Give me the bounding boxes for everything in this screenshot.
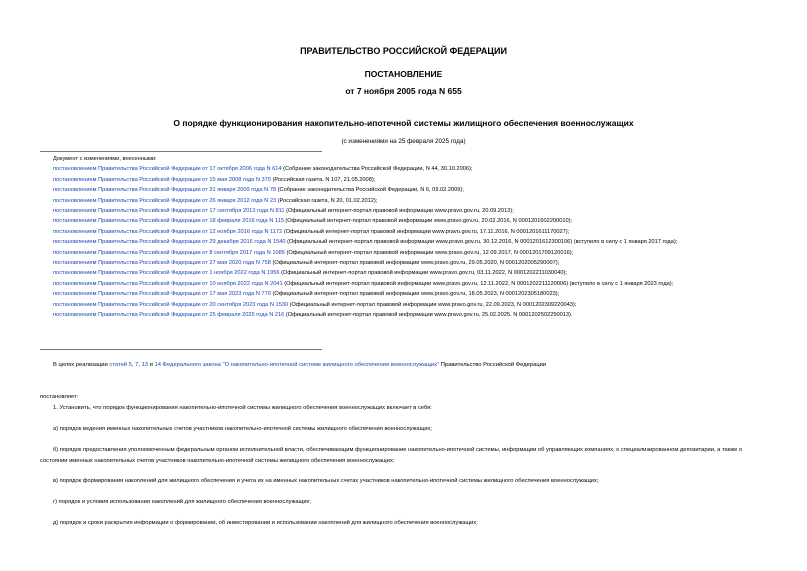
change-source: (Официальный интернет-портал правовой информации www.pravo.gov.ru, 30.12.2016, N 0001201612300106) (вступило в силу с 1 января 2017 года);	[285, 239, 678, 246]
change-link[interactable]: постановлением Правительства Российской Федерации от 17 сентября 2013 года N 811	[53, 208, 285, 215]
change-source: (Официальный интернет-портал правовой информации www.pravo.gov.ru, 25.02.2025, N 0001202502250013).	[284, 312, 573, 319]
change-link[interactable]: постановлением Правительства Российской Федерации от 15 мая 2008 года N 370	[53, 176, 271, 183]
change-source: (Официальный интернет-портал правовой информации www.pravo.gov.ru, 03.11.2022, N 0001202211030040);	[279, 270, 567, 277]
paragraph-b: б) порядок предоставления уполномоченным федеральным органом исполнительной власти, обеспечивающим функционирование накопительно-ипотечной системы, информации об управляющих компаниях, о специализированном депозитарии, а также о состоянии именных накопительных счетов участников накопительно-ипотечной системы жилищного обеспечения военнослужащих;	[40, 447, 743, 464]
paragraph-v: в) порядок формирования накоплений для жилищного обеспечения и учета их на именных накопительных счетах участников накопительно-ипотечной системы жилищного обеспечения военнослужащих;	[53, 478, 599, 484]
change-source: (Собрание законодательства Российской Федерации, N 44, 30.10.2006);	[281, 166, 473, 173]
law-article-link[interactable]: 13	[141, 362, 149, 368]
change-item	[40, 268, 770, 278]
change-source: (Официальный интернет-портал правовой информации www.pravo.gov.ru, 18.05.2023, N 0001202305180023);	[270, 291, 560, 298]
paragraph-a: а) порядок ведения именных накопительных счетов участников накопительно-ипотечной системы жилищного обеспечения военнослужащих;	[53, 426, 433, 432]
paragraph-g: г) порядок и условия использования накоплений для жилищного обеспечения военнослужащих;	[53, 499, 312, 505]
change-source: (Официальный интернет-портал правовой информации www.pravo.gov.ru, 17.11.2016, N 0001201611170027);	[282, 228, 570, 235]
change-source: (Российская газета, N 20, 01.02.2012);	[276, 197, 378, 204]
change-source: (Официальный интернет-портал правовой информации www.pravo.gov.ru, 20.09.2013);	[284, 208, 514, 215]
change-link[interactable]: постановлением Правительства Российской Федерации от 17 октября 2006 года N 614	[53, 166, 282, 173]
government-heading: ПРАВИТЕЛЬСТВО РОССИЙСКОЙ ФЕДЕРАЦИИ	[300, 46, 507, 56]
change-link[interactable]: постановлением Правительства Российской Федерации от 25 февраля 2025 года N 216	[53, 312, 285, 319]
top-divider	[40, 151, 322, 152]
change-link[interactable]: постановлением Правительства Российской Федерации от 8 сентября 2017 года N 1085	[53, 249, 285, 256]
document-date: от 7 ноября 2005 года N 655	[345, 86, 462, 96]
change-link[interactable]: постановлением Правительства Российской Федерации от 18 февраля 2016 года N 115	[53, 218, 284, 225]
federal-law-link[interactable]: 14 Федерального закона "О накопительно-ипотечной системе жилищного обеспечения военнослужащих"	[154, 362, 440, 368]
change-link[interactable]: постановлением Правительства Российской Федерации от 27 мая 2020 года N 758	[53, 260, 271, 267]
change-item	[40, 196, 770, 206]
change-link[interactable]: постановлением Правительства Российской Федерации от 29 декабря 2016 года N 1540	[53, 239, 286, 246]
decree-word: постановляет:	[40, 394, 79, 400]
change-source: (Официальный интернет-портал правовой информации www.pravo.gov.ru, 20.02.2016, N 0001201602200010);	[283, 218, 573, 225]
change-source: (Официальный интернет-портал правовой информации www.pravo.gov.ru, 12.11.2022, N 0001202211120006) (вступило в силу с 1 января 2023 года);	[282, 280, 674, 287]
preamble: В целях реализации статей 5, 7, 13 и 14 Федерального закона "О накопительно-ипотечной системе жилищного обеспечения военнослужащих" Правительство Российской Федерации	[53, 362, 547, 368]
change-item	[40, 206, 770, 216]
bottom-divider	[40, 349, 322, 350]
change-source: (Официальный интернет-портал правовой информации www.pravo.gov.ru, 29.05.2020, N 0001202005290007);	[270, 260, 560, 267]
change-item	[40, 248, 770, 258]
change-link[interactable]: постановлением Правительства Российской Федерации от 20 сентября 2023 года N 1530	[53, 301, 289, 308]
change-item	[40, 289, 770, 299]
change-link[interactable]: постановлением Правительства Российской Федерации от 26 января 2012 года N 23	[53, 197, 277, 204]
changes-block	[40, 154, 770, 321]
change-item	[40, 300, 770, 310]
law-article-link[interactable]: статей 5	[109, 362, 132, 368]
change-item	[40, 279, 770, 289]
change-link[interactable]: постановлением Правительства Российской Федерации от 12 ноября 2016 года N 1172	[53, 228, 283, 235]
change-link[interactable]: постановлением Правительства Российской Федерации от 1 ноября 2022 года N 1956	[53, 270, 280, 277]
change-link[interactable]: постановлением Правительства Российской Федерации от 10 ноября 2022 года N 2041	[53, 280, 283, 287]
change-source: (Российская газета, N 107, 21.05.2008);	[270, 176, 376, 183]
change-item	[40, 175, 770, 185]
law-article-link[interactable]: 7	[135, 362, 139, 368]
change-item	[40, 237, 770, 247]
paragraph-1: 1. Установить, что порядок функционирования накопительно-ипотечной системы жилищного обеспечения военнослужащих включает в себя:	[53, 405, 432, 411]
change-source: (Официальный интернет-портал правовой информации www.pravo.gov.ru, 12.09.2017, N 0001201709120016);	[284, 249, 574, 256]
paragraph-d: д) порядок и сроки раскрытия информации о формировании, об инвестировании и использовании накоплений для жилищного обеспечения военнослужащих;	[53, 520, 478, 526]
change-item	[40, 185, 770, 195]
document-type: ПОСТАНОВЛЕНИЕ	[364, 69, 443, 79]
change-item	[40, 227, 770, 237]
revision-note: (с изменениями на 25 февраля 2025 года)	[341, 138, 466, 145]
change-item	[40, 258, 770, 268]
change-source: (Собрание законодательства Российской Федерации, N 6, 09.02.2009);	[276, 187, 464, 194]
change-item	[40, 164, 770, 174]
changes-intro: Документ с изменениями, внесенными:	[53, 156, 157, 162]
document-title: О порядке функционирования накопительно-ипотечной системы жилищного обеспечения военнослужащих	[173, 118, 634, 128]
change-source: (Официальный интернет-портал правовой информации www.pravo.gov.ru, 22.09.2023, N 0001202309220043);	[288, 301, 577, 308]
change-item	[40, 310, 770, 320]
change-item	[40, 216, 770, 226]
change-link[interactable]: постановлением Правительства Российской Федерации от 17 мая 2023 года N 770	[53, 291, 271, 298]
change-link[interactable]: постановлением Правительства Российской Федерации от 31 января 2009 года N 78	[53, 187, 277, 194]
